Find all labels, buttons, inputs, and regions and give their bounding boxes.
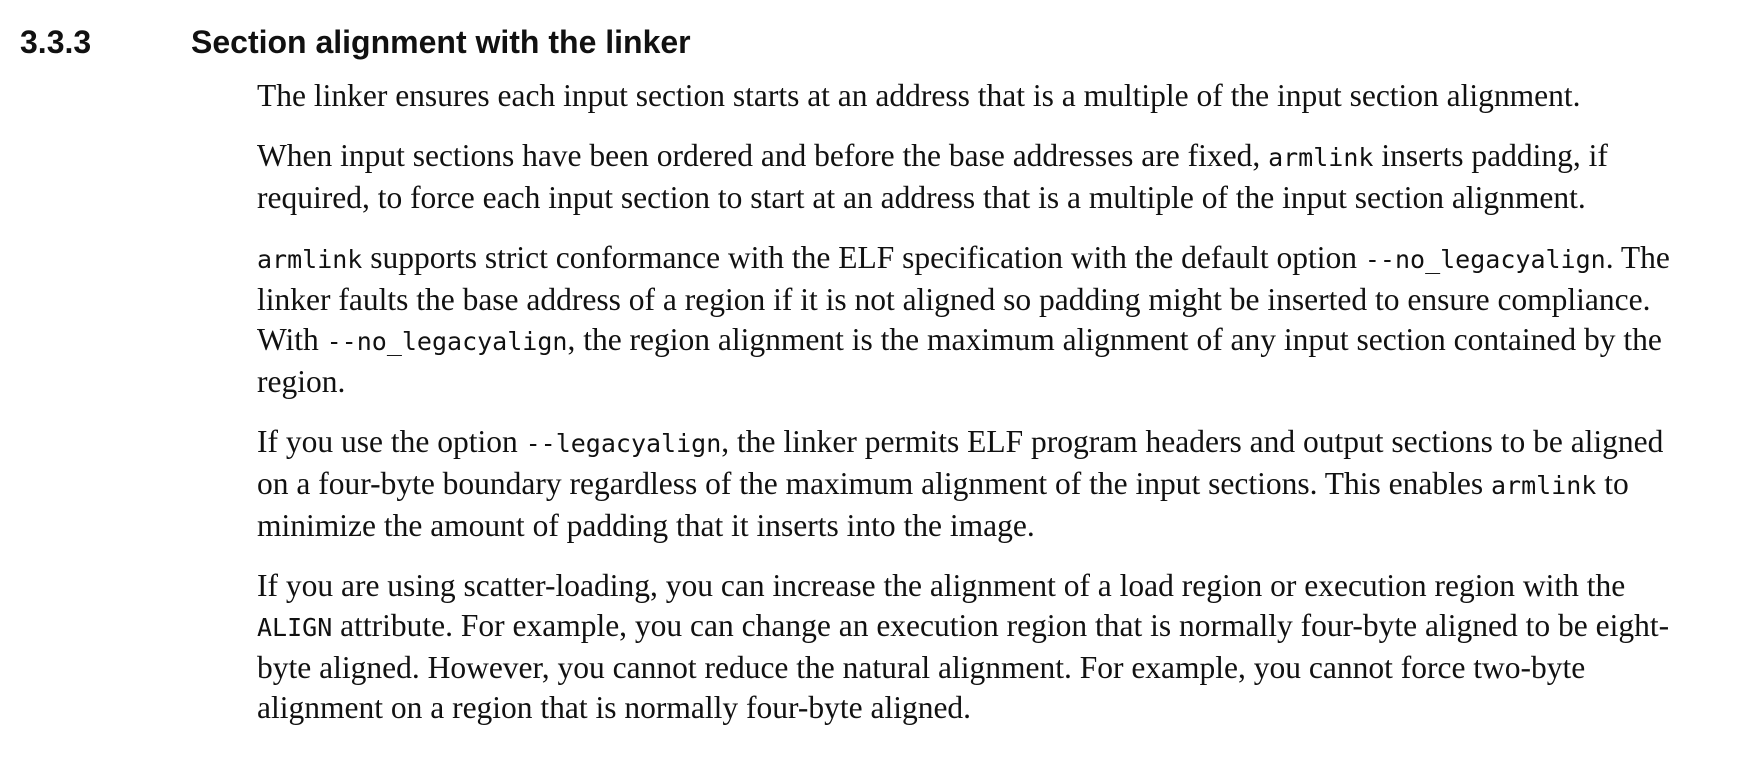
code-align: ALIGN xyxy=(257,613,333,642)
code-armlink: armlink xyxy=(1491,471,1597,500)
paragraph-4 xyxy=(257,422,1677,546)
paragraph-5-text-a: If you are using scatter-loading, you can increase the alignment of a load region or execution region with the xyxy=(257,568,1626,603)
paragraph-3-text-c: , the region alignment is the maximum alignment of any input section contained by the region. xyxy=(257,322,1662,399)
code-no-legacyalign: --no_legacyalign xyxy=(326,327,568,356)
paragraph-4-text-a: If you use the option xyxy=(257,424,526,459)
paragraph-5 xyxy=(257,566,1677,728)
section-heading xyxy=(20,20,691,64)
paragraph-5-text-b: attribute. For example, you can change an execution region that is normally four-byte aligned to be eight-byte aligned. However, you cannot reduce the natural alignment. For example, you cannot force two-byte alignment on a region that is normally four-byte aligned. xyxy=(257,608,1670,725)
section-body xyxy=(257,76,1677,748)
code-armlink: armlink xyxy=(1268,143,1374,172)
section-title: Section alignment with the linker xyxy=(191,23,691,60)
paragraph-4-text-b: , the linker permits ELF program headers and output sections to be aligned on a four-byte boundary regardless of the maximum alignment of the input sections. This enables xyxy=(257,424,1664,501)
paragraph-3 xyxy=(257,238,1677,402)
paragraph-2 xyxy=(257,136,1677,218)
code-legacyalign: --legacyalign xyxy=(525,429,722,458)
paragraph-4-text-c: to minimize the amount of padding that it inserts into the image. xyxy=(257,466,1629,543)
paragraph-3-text-a: supports strict conformance with the ELF specification with the default option xyxy=(362,240,1365,275)
code-armlink: armlink xyxy=(257,245,363,274)
section-number: 3.3.3 xyxy=(20,23,92,60)
code-no-legacyalign: --no_legacyalign xyxy=(1364,245,1606,274)
paragraph-3-text-b: . The linker faults the base address of a region if it is not aligned so padding might be inserted to ensure compliance. With xyxy=(257,240,1670,357)
paragraph-1-text: The linker ensures each input section starts at an address that is a multiple of the input section alignment. xyxy=(257,78,1581,113)
paragraph-1 xyxy=(257,76,1677,116)
paragraph-2-text-a: When input sections have been ordered and before the base addresses are fixed, xyxy=(257,138,1269,173)
paragraph-2-text-b: inserts padding, if required, to force each input section to start at an address that is a multiple of the input section alignment. xyxy=(257,138,1608,215)
